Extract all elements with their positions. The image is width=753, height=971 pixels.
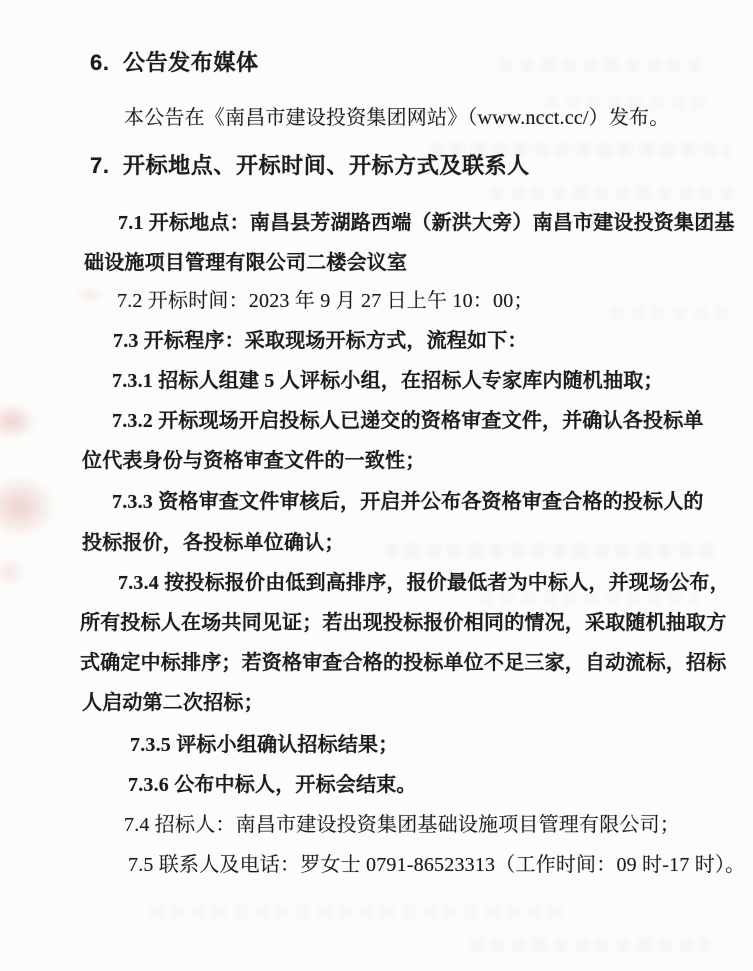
paragraph-publish-media: 本公告在《南昌市建设投资集团网站》（www.ncct.cc/）发布。	[124, 107, 670, 129]
item-7-3-4-continuation-3: 人启动第二次招标；	[82, 692, 264, 714]
item-7-4-tenderer: 7.4 招标人：南昌市建设投资集团基础设施项目管理有限公司；	[124, 814, 680, 836]
item-7-3-4-continuation-1: 所有投标人在场共同见证；若出现投标报价相同的情况，采取随机抽取方	[80, 612, 727, 634]
item-7-5-contact-phone: 7.5 联系人及电话：罗女士 0791-86523313（工作时间：09 时-17 时）。	[128, 854, 746, 876]
section-heading-6: 6. 公告发布媒体	[90, 50, 259, 75]
item-7-2-bid-opening-time: 7.2 开标时间：2023 年 9 月 27 日上午 10：00；	[117, 290, 534, 312]
item-7-3-1-evaluation-team: 7.3.1 招标人组建 5 人评标小组，在招标人专家库内随机抽取；	[112, 370, 664, 392]
scan-ghosting	[385, 544, 715, 558]
item-7-3-bid-opening-procedure: 7.3 开标程序：采取现场开标方式，流程如下：	[113, 330, 528, 352]
page-stain	[0, 403, 36, 439]
item-7-1-continuation: 础设施项目管理有限公司二楼会议室	[84, 252, 408, 274]
scan-ghosting	[490, 186, 735, 200]
scan-ghosting	[610, 306, 730, 320]
scan-ghosting	[150, 905, 570, 919]
item-7-3-5-confirm-result: 7.3.5 评标小组确认招标结果；	[130, 734, 399, 756]
item-7-3-3-review-announce: 7.3.3 资格审查文件审核后，开启并公布各资格审查合格的投标人的	[112, 491, 704, 513]
scan-ghosting	[480, 592, 700, 606]
item-7-3-2-continuation: 位代表身份与资格审查文件的一致性；	[82, 450, 426, 472]
page-stain	[0, 558, 26, 586]
page-stain	[74, 289, 104, 301]
section-heading-7: 7. 开标地点、开标时间、开标方式及联系人	[90, 153, 530, 178]
item-7-3-6-announce-winner: 7.3.6 公布中标人，开标会结束。	[128, 774, 417, 796]
scan-ghosting	[470, 938, 710, 952]
item-7-3-2-qualification-docs: 7.3.2 开标现场开启投标人已递交的资格审查文件，并确认各投标单	[112, 410, 704, 432]
item-7-3-4-continuation-2: 式确定中标排序；若资格审查合格的投标单位不足三家，自动流标，招标	[80, 652, 727, 674]
item-7-1-bid-opening-place: 7.1 开标地点：南昌县芳湖路西端（新洪大旁）南昌市建设投资集团基	[118, 212, 735, 234]
item-7-3-4-ranking-rule: 7.3.4 按投标报价由低到高排序，报价最低者为中标人，并现场公布，	[118, 572, 730, 594]
page-stain	[0, 476, 56, 538]
item-7-3-3-continuation: 投标报价，各投标单位确认；	[82, 532, 345, 554]
scan-ghosting	[500, 58, 700, 72]
